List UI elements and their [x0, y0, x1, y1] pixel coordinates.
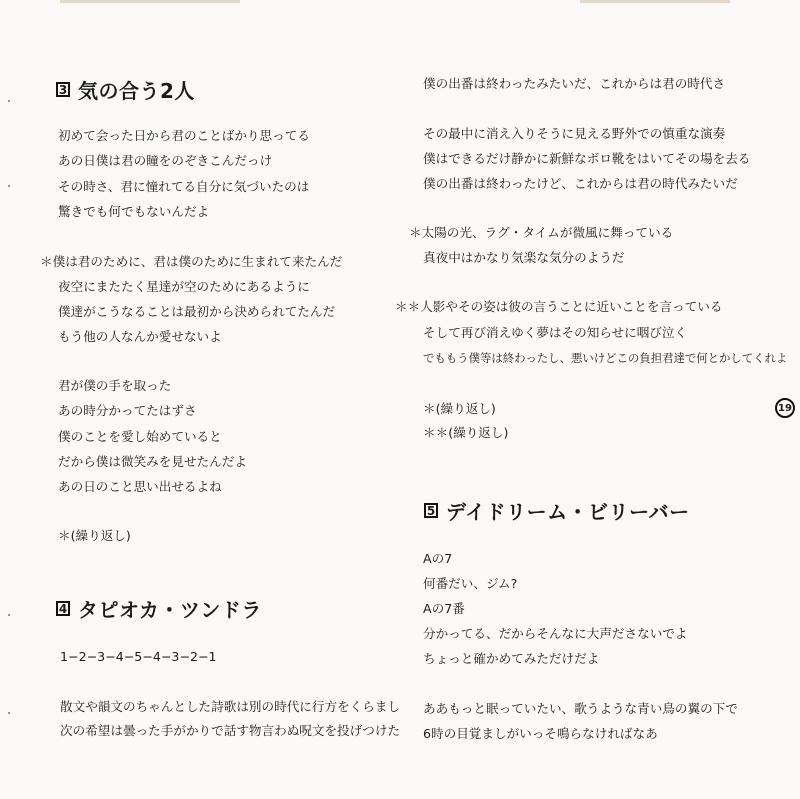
- lyric-line: 次の希望は曇った手がかりで話す物言わぬ呪文を投げつけた: [60, 723, 401, 738]
- top-edge-mark: [60, 0, 240, 3]
- lyric-line: 初めて会った日から君のことばかり思ってる: [58, 128, 310, 143]
- lyric-line: Aの7番: [423, 601, 465, 616]
- section-title: デイドリーム・ビリーバー: [446, 500, 690, 524]
- lyric-line: ＊太陽の光、ラグ・タイムが微風に舞っている: [409, 225, 674, 240]
- lyric-line: ああもっと眠っていたい、歌うような青い鳥の翼の下で: [423, 701, 738, 716]
- margin-dot: [8, 712, 10, 714]
- section-heading: [424, 496, 690, 525]
- section-number: 5: [424, 503, 438, 518]
- lyric-line: 分かってる、だからそんなに大声ださないでよ: [423, 626, 688, 641]
- lyric-line: 1−2−3−4−5−4−3−2−1: [60, 649, 217, 664]
- section-heading: [56, 75, 195, 104]
- lyric-line: 僕はできるだけ静かに新鮮なボロ靴をはいてその場を去る: [423, 151, 751, 166]
- lyric-line: その時さ、君に憧れてる自分に気づいたのは: [58, 179, 310, 194]
- margin-dot: [8, 185, 10, 187]
- lyric-line: Aの7: [423, 551, 453, 566]
- margin-dot: [8, 100, 10, 102]
- repeat-marker: ＊(繰り返し): [423, 401, 496, 416]
- section-number: 3: [56, 82, 70, 97]
- lyric-line: 真夜中はかなり気楽な気分のようだ: [423, 250, 625, 265]
- lyric-line: あの時分かってたはずさ: [58, 403, 197, 418]
- section-number: 4: [56, 601, 70, 616]
- lyric-line: ちょっと確かめてみただけだよ: [423, 651, 600, 666]
- lyric-line: そして再び消えゆく夢はその知らせに咽び泣く: [423, 325, 688, 340]
- lyric-line: でももう僕等は終わったし、悪いけどこの負担君達で何とかしてくれよ: [423, 351, 788, 365]
- lyric-line: 6時の目覚ましがいっそ鳴らなければなあ: [423, 726, 658, 741]
- top-edge-mark: [580, 0, 730, 3]
- section-heading: [56, 594, 262, 623]
- repeat-marker: ＊(繰り返し): [58, 528, 131, 543]
- lyric-line: その最中に消え入りそうに見える野外での慎重な演奏: [423, 126, 726, 141]
- lyric-line: 散文や韻文のちゃんとした詩歌は別の時代に行方をくらまし: [60, 699, 401, 714]
- lyric-line: 夜空にまたたく星達が空のためにあるように: [58, 279, 310, 294]
- lyric-line: ＊僕は君のために、君は僕のために生まれて来たんだ: [40, 254, 343, 269]
- lyric-line: 何番だい、ジム?: [423, 576, 518, 591]
- lyric-line: ＊＊人影やその姿は彼の言うことに近いことを言っている: [395, 299, 723, 314]
- lyric-line: 僕のことを愛し始めていると: [58, 429, 222, 444]
- lyric-line: 君が僕の手を取った: [58, 378, 172, 393]
- lyric-line: だから僕は微笑みを見せたんだよ: [58, 454, 247, 469]
- lyric-line: あの日のこと思い出せるよね: [58, 479, 222, 494]
- repeat-marker: ＊＊(繰り返し): [423, 425, 509, 440]
- page-number: 19: [775, 398, 795, 418]
- margin-dot: [8, 614, 10, 616]
- lyric-line: 僕達がこうなることは最初から決められてたんだ: [58, 304, 336, 319]
- section-title: タピオカ・ツンドラ: [78, 598, 262, 622]
- lyric-line: 驚きでも何でもないんだよ: [58, 204, 210, 219]
- lyric-line: 僕の出番は終わったけど、これからは君の時代みたいだ: [423, 176, 738, 191]
- lyric-line: 僕の出番は終わったみたいだ、これからは君の時代さ: [423, 76, 726, 91]
- section-title: 気の合う2人: [78, 79, 195, 103]
- lyric-line: あの日僕は君の瞳をのぞきこんだっけ: [58, 153, 273, 168]
- lyric-line: もう他の人なんか愛せないよ: [58, 329, 222, 344]
